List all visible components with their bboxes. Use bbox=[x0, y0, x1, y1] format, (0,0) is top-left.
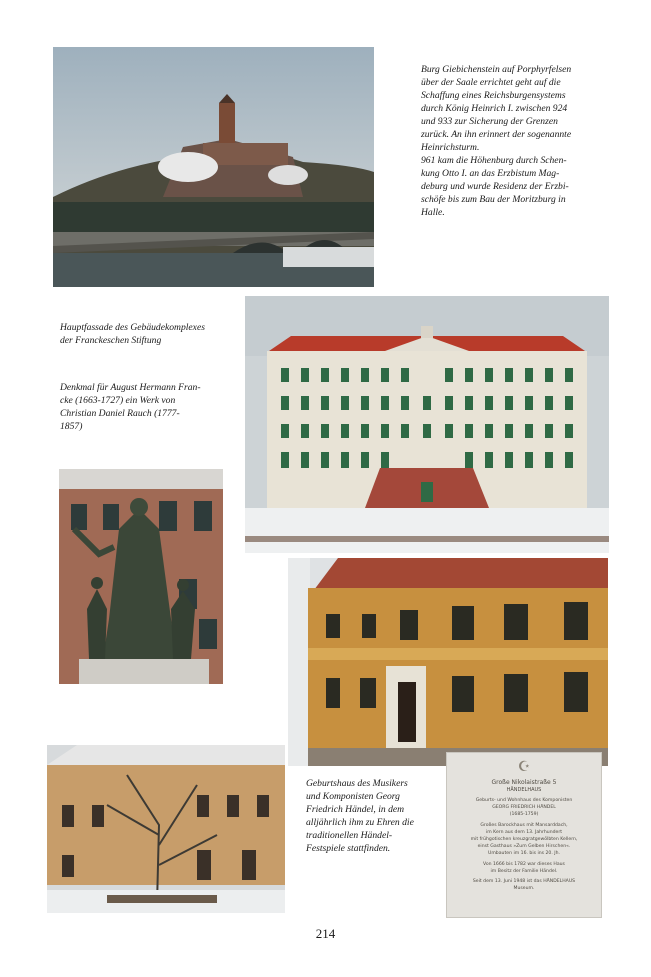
caption-burg: Burg Giebichenstein auf Porphyrfelsen über der Saale errichtet geht auf die Schaffung eines Reichsburgensystems durch König Heinrich I. zwischen 924 und 933 zur Sicherung der Grenzen zurück. An ihn erinnert der sogenannte Heinrichsturm. 961 kam die Höhenburg durch Schen- kung Otto I. an das Erzbistum Mag- deburg und wurde Residenz der Erzbi- schöfe bis zum Bau der Moritzburg in Halle. bbox=[421, 64, 572, 218]
photo-francke-denkmal bbox=[59, 469, 223, 684]
photo-franckesche-stiftungen bbox=[245, 296, 609, 553]
plaque-star-icon: ☪ bbox=[517, 759, 531, 775]
photo-burg-giebichenstein bbox=[53, 47, 374, 287]
caption-geburtshaus: Geburtshaus des Musikers und Komponisten Georg Friedrich Händel, in dem alljährlich ihm zu Ehren die traditionellen Händel- Festspiele stattfinden. bbox=[306, 778, 414, 854]
page-number: 214 bbox=[315, 926, 336, 941]
plaque-subtitle: HÄNDELHAUS bbox=[506, 787, 542, 793]
plaque-text: Geburts- und Wohnhaus des Komponisten GEORG FRIEDRICH HÄNDEL (1685-1759) Großes Barockhaus mit Mansarddach, im Kern aus dem 13. Jahrhundert mit frühgotischen kreuzgratgewölbten Kellern, einst Gasthaus »Zum Gelben Hirschen«. Umbauten im 16. bis ins 20. Jh. Von 1666 bis 1782 war dieses Haus im Besitz der Familie Händel. Seit dem 13. Juni 1948 ist das HÄNDELHAUS Museum. bbox=[470, 798, 578, 892]
caption-hauptfassade: Hauptfassade des Gebäudekomplexes der Franckeschen Stiftung bbox=[60, 322, 205, 346]
photo-haendelhaus bbox=[288, 558, 608, 766]
photo-haendelhaus-plaque bbox=[446, 752, 602, 918]
caption-denkmal: Denkmal für August Hermann Fran- cke (1663-1727) ein Werk von Christian Daniel Rauch (1777- 1857) bbox=[60, 382, 201, 432]
plaque-title: Große Nikolaistraße 5 bbox=[491, 779, 557, 786]
photo-innenhof bbox=[47, 745, 285, 913]
